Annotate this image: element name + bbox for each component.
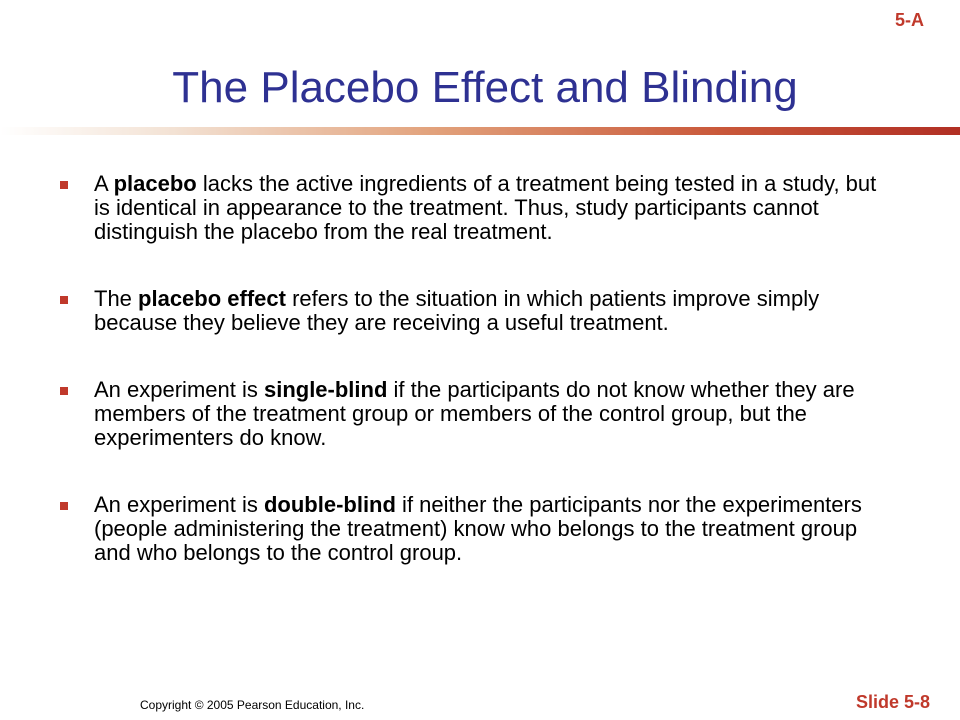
section-label: 5-A — [894, 10, 924, 30]
bullet-text-pre: A — [94, 171, 114, 196]
bullet-text-pre: An experiment is — [94, 492, 264, 517]
bullet-list — [60, 172, 890, 565]
bullet-text-pre: An experiment is — [94, 377, 264, 402]
bullet-text-post: lacks the active ingredients of a treatment being tested in a study, but is identical in appearance to the treatment. Thus, study participants cannot distinguish the placebo from the real treatment. — [94, 171, 877, 244]
bullet-term: placebo effect — [138, 286, 286, 311]
slide-number: Slide 5-8 — [855, 692, 930, 712]
slide-title: The Placebo Effect and Blinding — [172, 63, 798, 112]
copyright-notice: Copyright © 2005 Pearson Education, Inc. — [140, 698, 365, 712]
bullet-text-pre: The — [94, 286, 139, 311]
bullet-item-placebo-effect — [60, 287, 890, 335]
square-bullet-icon — [60, 296, 68, 304]
title-divider — [0, 127, 960, 135]
square-bullet-icon — [60, 387, 68, 395]
square-bullet-icon — [60, 181, 68, 189]
bullet-term: placebo — [113, 171, 197, 196]
square-bullet-icon — [60, 502, 68, 510]
bullet-text-post: if the participants do not know whether they are members of the treatment group or members of the control group, but the experimenters do know. — [94, 377, 855, 450]
bullet-term: double-blind — [263, 492, 396, 517]
bullet-text-post: refers to the situation in which patients improve simply because they believe they are receiving a useful treatment. — [94, 286, 820, 335]
bullet-item-single-blind — [60, 378, 890, 450]
bullet-item-double-blind — [60, 493, 890, 565]
bullet-text-post: if neither the participants nor the experimenters (people administering the treatment) know who belongs to the treatment group and who belongs to the control group. — [94, 492, 862, 565]
bullet-item-placebo — [60, 172, 890, 244]
bullet-term: single-blind — [263, 377, 388, 402]
